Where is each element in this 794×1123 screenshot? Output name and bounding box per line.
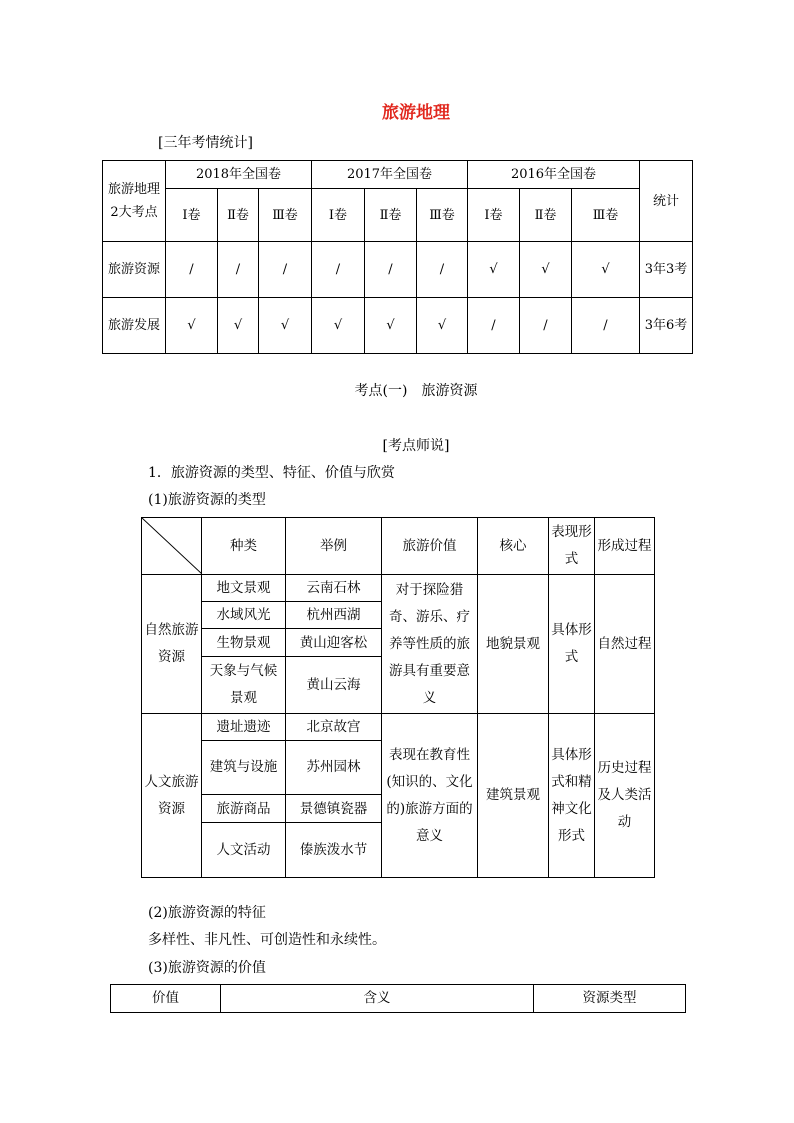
example-cell: 北京故宫 — [286, 714, 382, 741]
natural-name: 自然旅游资源 — [142, 575, 202, 714]
form-cell: 具体形式和精神文化形式 — [549, 714, 595, 878]
page-title: 旅游地理 — [382, 103, 450, 123]
example-cell: 云南石林 — [286, 575, 382, 602]
header-value: 旅游价值 — [382, 518, 478, 575]
header-core: 核心 — [478, 518, 549, 575]
mark-cell: √ — [166, 298, 218, 354]
kind-cell: 水域风光 — [202, 602, 286, 629]
year-header: 2018年全国卷 — [166, 161, 312, 189]
table-row — [103, 242, 693, 298]
row-name: 旅游资源 — [103, 242, 166, 298]
volume-header: Ⅲ卷 — [572, 189, 640, 242]
mark-cell: / — [166, 242, 218, 298]
stats-label: [三年考情统计] — [158, 135, 253, 151]
volume-header: Ⅰ卷 — [468, 189, 520, 242]
features-text: 多样性、非凡性、可创造性和永续性。 — [148, 932, 386, 948]
kind-cell: 旅游商品 — [202, 795, 286, 823]
example-cell: 傣族泼水节 — [286, 823, 382, 878]
kind-cell: 地文景观 — [202, 575, 286, 602]
total-cell: 3年3考 — [640, 242, 693, 298]
mark-cell: / — [572, 298, 640, 354]
table-row — [103, 298, 693, 354]
total-header: 统计 — [640, 161, 693, 242]
value-table — [110, 984, 686, 1013]
mark-cell: / — [259, 242, 312, 298]
mark-cell: / — [312, 242, 365, 298]
diagonal-cell — [142, 518, 202, 575]
header-resource-type: 资源类型 — [534, 985, 686, 1013]
corner-label: 旅游地理2大考点 — [107, 182, 160, 220]
header-example: 举例 — [286, 518, 382, 575]
volume-header: Ⅲ卷 — [259, 189, 312, 242]
subheading: (1)旅游资源的类型 — [148, 492, 266, 508]
core-cell: 地貌景观 — [478, 575, 549, 714]
volume-header: Ⅱ卷 — [218, 189, 259, 242]
types-table — [141, 517, 655, 878]
header-form: 表现形式 — [549, 518, 595, 575]
mark-cell: √ — [520, 242, 572, 298]
kaodian-title: 考点(一) 旅游资源 — [354, 383, 478, 399]
year-header: 2017年全国卷 — [312, 161, 468, 189]
process-cell: 历史过程及人类活动 — [595, 714, 655, 878]
mark-cell: √ — [468, 242, 520, 298]
subheading: (3)旅游资源的价值 — [148, 960, 266, 976]
mark-cell: √ — [365, 298, 417, 354]
kind-cell: 遗址遗迹 — [202, 714, 286, 741]
example-cell: 杭州西湖 — [286, 602, 382, 629]
value-cell: 表现在教育性(知识的、文化的)旅游方面的意义 — [382, 714, 478, 878]
total-cell: 3年6考 — [640, 298, 693, 354]
mark-cell: √ — [312, 298, 365, 354]
corner-cell — [103, 161, 166, 242]
kind-cell: 建筑与设施 — [202, 741, 286, 795]
example-cell: 黄山迎客松 — [286, 629, 382, 657]
example-cell: 景德镇瓷器 — [286, 795, 382, 823]
kind-cell: 天象与气候景观 — [202, 657, 286, 714]
stats-table — [102, 160, 693, 354]
mark-cell: √ — [417, 298, 468, 354]
row-name: 旅游发展 — [103, 298, 166, 354]
subheading: (2)旅游资源的特征 — [148, 905, 266, 921]
mark-cell: / — [417, 242, 468, 298]
mark-cell: √ — [259, 298, 312, 354]
section-heading: 1．旅游资源的类型、特征、价值与欣赏 — [148, 465, 395, 481]
header-value-name: 价值 — [111, 985, 221, 1013]
process-cell: 自然过程 — [595, 575, 655, 714]
volume-header: Ⅰ卷 — [312, 189, 365, 242]
kind-cell: 生物景观 — [202, 629, 286, 657]
diagonal-line — [142, 518, 202, 574]
header-process: 形成过程 — [595, 518, 655, 575]
teacher-label: [考点师说] — [382, 438, 450, 454]
core-cell: 建筑景观 — [478, 714, 549, 878]
volume-header: Ⅰ卷 — [166, 189, 218, 242]
header-kind: 种类 — [202, 518, 286, 575]
form-cell: 具体形式 — [549, 575, 595, 714]
mark-cell: / — [218, 242, 259, 298]
mark-cell: / — [365, 242, 417, 298]
value-cell: 对于探险猎奇、游乐、疗养等性质的旅游具有重要意义 — [382, 575, 478, 714]
volume-header: Ⅱ卷 — [365, 189, 417, 242]
example-cell: 苏州园林 — [286, 741, 382, 795]
volume-header: Ⅱ卷 — [520, 189, 572, 242]
header-meaning: 含义 — [221, 985, 534, 1013]
volume-header: Ⅲ卷 — [417, 189, 468, 242]
mark-cell: / — [468, 298, 520, 354]
example-cell: 黄山云海 — [286, 657, 382, 714]
mark-cell: √ — [572, 242, 640, 298]
year-header: 2016年全国卷 — [468, 161, 640, 189]
mark-cell: / — [520, 298, 572, 354]
kind-cell: 人文活动 — [202, 823, 286, 878]
mark-cell: √ — [218, 298, 259, 354]
human-name: 人文旅游资源 — [142, 714, 202, 878]
